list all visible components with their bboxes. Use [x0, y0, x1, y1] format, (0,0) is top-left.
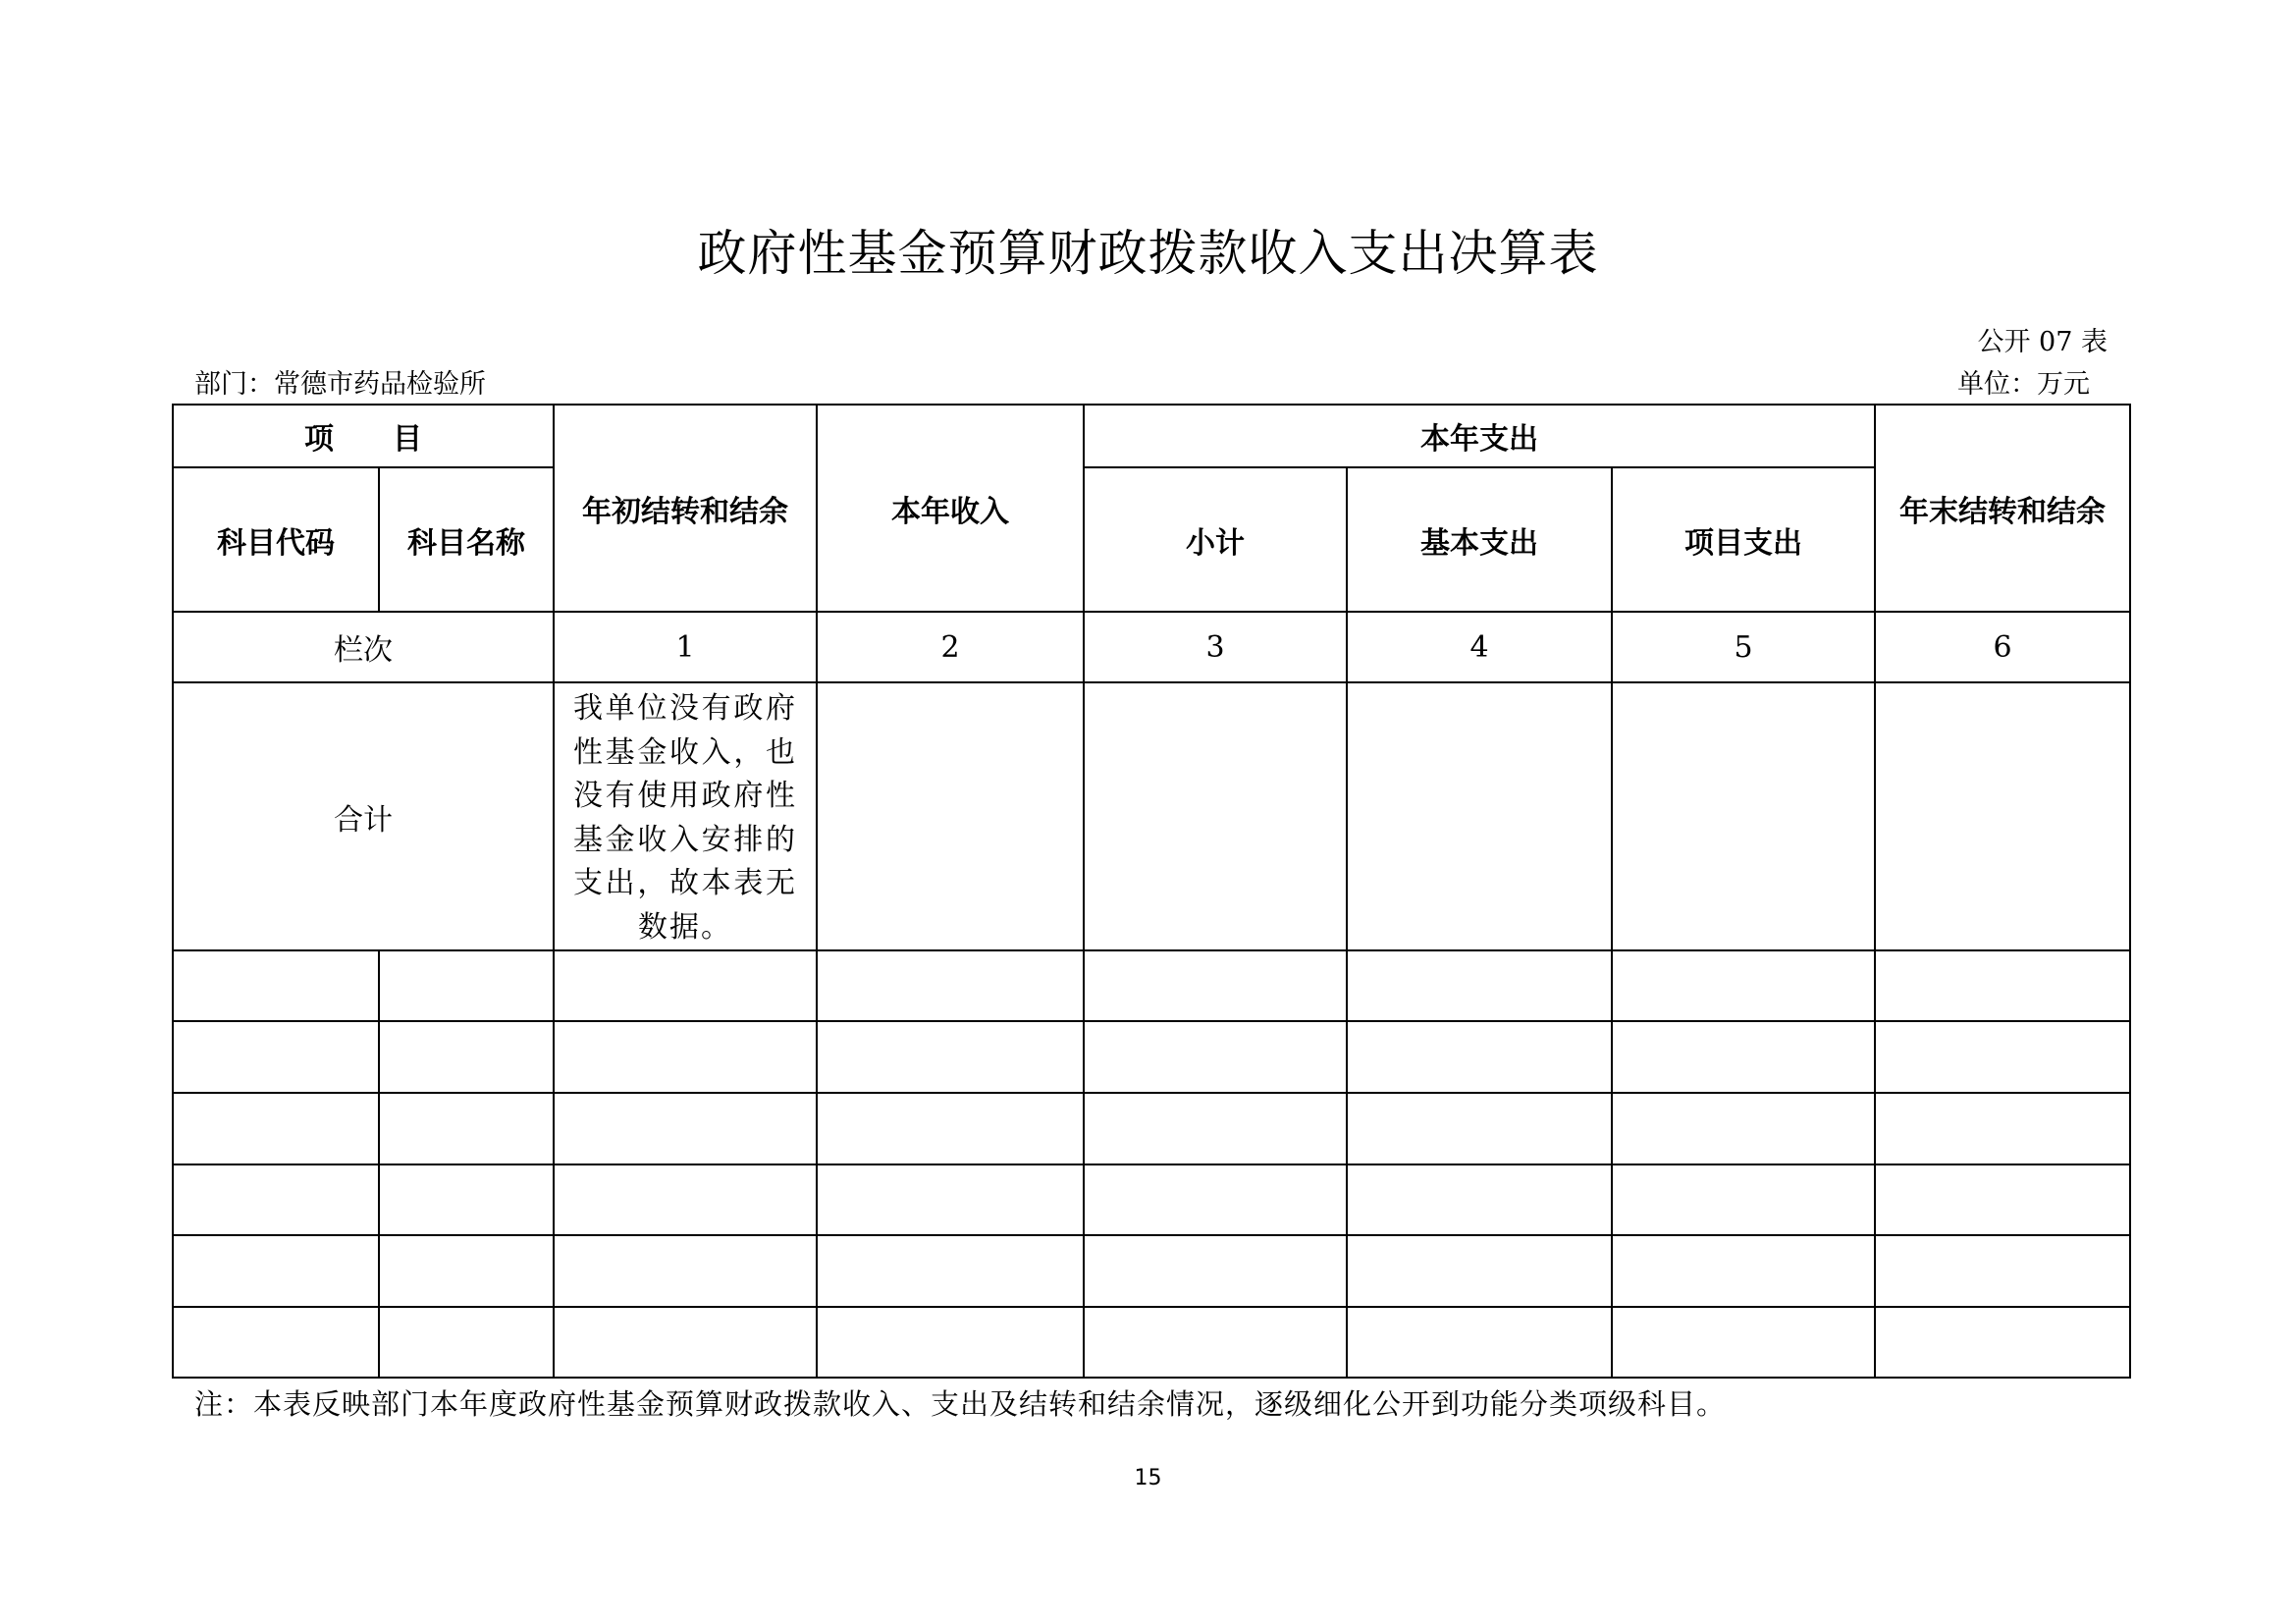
table-cell	[1875, 1021, 2130, 1093]
table-cell	[817, 1164, 1084, 1235]
table-cell	[379, 1021, 554, 1093]
total-row	[173, 682, 2130, 950]
table-cell	[1347, 1021, 1612, 1093]
table-cell	[1084, 1093, 1347, 1164]
header-ending-balance: 年末结转和结余	[1875, 405, 2130, 612]
index-label: 栏次	[173, 612, 554, 682]
table-cell	[554, 1164, 817, 1235]
table-cell	[1084, 1307, 1347, 1378]
table-row	[173, 1164, 2130, 1235]
table-cell	[1875, 1235, 2130, 1307]
department-label: 部门：常德市药品检验所	[194, 369, 486, 400]
header-current-expenditure: 本年支出	[1084, 405, 1875, 467]
table-cell	[1612, 1093, 1875, 1164]
table-row	[173, 950, 2130, 1021]
table-cell	[1084, 950, 1347, 1021]
table-cell	[817, 1021, 1084, 1093]
total-ending-cell	[1875, 682, 2130, 950]
header-row-1	[173, 405, 2130, 467]
header-subtotal: 小计	[1084, 467, 1347, 612]
index-col-6: 6	[1875, 612, 2130, 682]
total-label: 合计	[173, 682, 554, 950]
header-row-2	[173, 467, 2130, 612]
table-cell	[1875, 1164, 2130, 1235]
total-project-cell	[1612, 682, 1875, 950]
total-income-cell	[817, 682, 1084, 950]
index-col-5: 5	[1612, 612, 1875, 682]
table-cell	[173, 950, 379, 1021]
table-cell	[173, 1021, 379, 1093]
header-basic-expenditure: 基本支出	[1347, 467, 1612, 612]
table-cell	[1347, 1307, 1612, 1378]
table-cell	[1084, 1164, 1347, 1235]
table-cell	[1347, 1164, 1612, 1235]
table-cell	[1347, 950, 1612, 1021]
unit-label: 单位：万元	[1957, 369, 2090, 400]
index-col-1: 1	[554, 612, 817, 682]
table-cell	[1875, 1093, 2130, 1164]
table-cell	[817, 1307, 1084, 1378]
index-col-3: 3	[1084, 612, 1347, 682]
total-subtotal-cell	[1084, 682, 1347, 950]
table-cell	[1084, 1021, 1347, 1093]
header-beginning-balance: 年初结转和结余	[554, 405, 817, 612]
index-row	[173, 612, 2130, 682]
no-data-note-cell	[554, 682, 817, 950]
table-footnote: 注：本表反映部门本年度政府性基金预算财政拨款收入、支出及结转和结余情况，逐级细化公开到功能分类项级科目。	[194, 1387, 1727, 1421]
page-number: 15	[1134, 1466, 1162, 1490]
table-cell	[1612, 950, 1875, 1021]
header-subject-code: 科目代码	[173, 467, 379, 612]
table-cell	[379, 950, 554, 1021]
table-cell	[379, 1235, 554, 1307]
table-row	[173, 1307, 2130, 1378]
table-cell	[1084, 1235, 1347, 1307]
table-cell	[1875, 950, 2130, 1021]
table-cell	[554, 1307, 817, 1378]
table-cell	[1347, 1093, 1612, 1164]
table-row	[173, 1093, 2130, 1164]
table-cell	[173, 1307, 379, 1378]
header-subject-name: 科目名称	[379, 467, 554, 612]
page-title: 政府性基金预算财政拨款收入支出决算表	[697, 225, 1599, 282]
table-row	[173, 1021, 2130, 1093]
header-current-income: 本年收入	[817, 405, 1084, 612]
index-col-2: 2	[817, 612, 1084, 682]
header-project-expenditure: 项目支出	[1612, 467, 1875, 612]
table-cell	[554, 950, 817, 1021]
table-cell	[1875, 1307, 2130, 1378]
table-cell	[379, 1164, 554, 1235]
budget-table	[172, 404, 2131, 1379]
table-cell	[379, 1093, 554, 1164]
table-cell	[817, 1093, 1084, 1164]
table-cell	[554, 1235, 817, 1307]
table-cell	[173, 1164, 379, 1235]
table-cell	[379, 1307, 554, 1378]
table-cell	[173, 1235, 379, 1307]
table-cell	[1347, 1235, 1612, 1307]
table-cell	[1612, 1164, 1875, 1235]
table-cell	[1612, 1235, 1875, 1307]
total-basic-cell	[1347, 682, 1612, 950]
form-number: 公开 07 表	[1977, 327, 2108, 357]
header-item: 项 目	[173, 405, 554, 467]
table-cell	[1612, 1021, 1875, 1093]
index-col-4: 4	[1347, 612, 1612, 682]
table-cell	[817, 1235, 1084, 1307]
table-cell	[817, 950, 1084, 1021]
table-cell	[173, 1093, 379, 1164]
no-data-note: 我单位没有政府性基金收入，也没有使用政府性基金收入安排的支出，故本表无数据。	[573, 691, 797, 945]
table-cell	[1612, 1307, 1875, 1378]
table-cell	[554, 1093, 817, 1164]
table-cell	[554, 1021, 817, 1093]
table-row	[173, 1235, 2130, 1307]
